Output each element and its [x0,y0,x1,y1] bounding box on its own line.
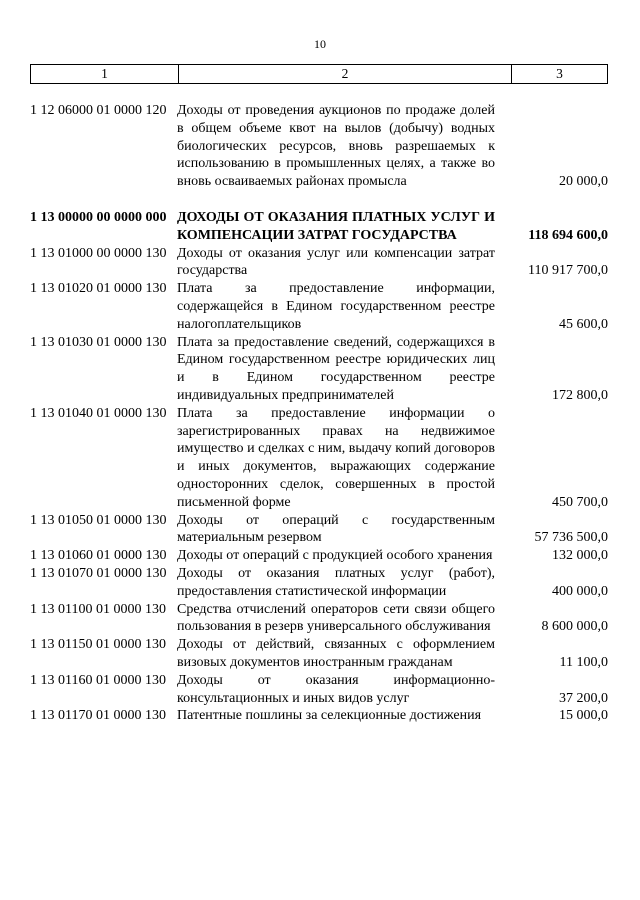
row-code: 1 13 01000 00 0000 130 [30,245,167,261]
row-amount: 15 000,0 [559,708,608,724]
row-description: Доходы от проведения аукционов по продаже долей в общем объеме квот на вылов (добычу) водных биологических ресурсов, вновь разрешаемых к использованию в промышленных целях, а также во вновь осваиваемых районах промысла [177,103,495,190]
table-row [30,601,608,637]
row-amount: 20 000,0 [559,174,608,190]
row-amount: 57 736 500,0 [534,530,608,546]
table-row [30,636,608,672]
row-code: 1 13 01050 01 0000 130 [30,512,167,528]
row-code: 1 13 01070 01 0000 130 [30,565,167,581]
row-amount: 172 800,0 [552,387,608,403]
header-col-2: 2 [179,65,512,83]
row-description: Плата за предоставление информации о зарегистрированных правах на недвижимое имущество и сделках с ним, выдачу копий договоров и иных документов, выражающих содержание односторонних сделок, совершенных в простой письменной форме [177,405,495,510]
row-amount: 8 600 000,0 [541,619,608,635]
row-amount: 450 700,0 [552,494,608,510]
row-description: ДОХОДЫ ОТ ОКАЗАНИЯ ПЛАТНЫХ УСЛУГ И КОМПЕНСАЦИИ ЗАТРАТ ГОСУДАРСТВА [177,209,495,243]
table-row [30,405,608,512]
row-description: Доходы от операций с продукцией особого хранения [177,548,493,564]
row-description: Доходы от оказания услуг или компенсации затрат государства [177,245,495,279]
row-amount: 11 100,0 [559,654,608,670]
table-row [30,245,608,281]
table-row [30,565,608,601]
row-description: Плата за предоставление информации, содержащейся в Едином государственном реестре налогоплательщиков [177,281,495,332]
table-row [30,672,608,708]
row-description: Патентные пошлины за селекционные достижения [177,708,482,724]
row-description: Доходы от оказания информационно-консультационных и иных видов услуг [177,672,495,706]
row-code: 1 13 01160 01 0000 130 [30,672,166,688]
row-code: 1 13 01100 01 0000 130 [30,601,166,617]
page-number: 10 [314,37,326,51]
table-row [30,707,608,725]
row-description: Доходы от действий, связанных с оформлением визовых документов иностранным гражданам [177,637,495,670]
row-amount: 110 917 700,0 [528,263,608,279]
row-code: 1 13 00000 00 0000 000 [30,209,167,225]
row-code: 1 13 01020 01 0000 130 [30,281,167,297]
row-description: Средства отчислений операторов сети связи общего пользования в резерв универсального обслуживания [177,601,495,635]
row-code: 1 13 01060 01 0000 130 [30,548,167,564]
row-amount: 400 000,0 [552,583,608,599]
table-row [30,102,608,191]
table-row [30,280,608,333]
table-row [30,547,608,565]
row-description: Плата за предоставление сведений, содержащихся в Едином государственном реестре юридических лиц и в Едином государственном реестре индивидуальных предпринимателей [177,334,495,403]
row-code: 1 13 01170 01 0000 130 [30,708,166,724]
header-col-1: 1 [31,65,179,83]
row-description: Доходы от операций с государственным материальным резервом [177,512,495,546]
row-amount: 132 000,0 [552,548,608,564]
row-amount: 118 694 600,0 [528,227,608,243]
table-body [30,102,608,725]
table-header [30,64,608,84]
row-spacer [30,191,608,209]
table-row [30,334,608,405]
table-row-section [30,209,608,245]
row-code: 1 13 01030 01 0000 130 [30,334,167,350]
header-col-3: 3 [556,66,563,81]
row-code: 1 13 01040 01 0000 130 [30,405,167,421]
row-code: 1 12 06000 01 0000 120 [30,103,167,118]
row-code: 1 13 01150 01 0000 130 [30,637,166,653]
row-amount: 37 200,0 [559,690,608,706]
table-row [30,512,608,548]
row-description: Доходы от оказания платных услуг (работ), предоставления статистической информации [177,565,495,599]
row-amount: 45 600,0 [559,316,608,332]
